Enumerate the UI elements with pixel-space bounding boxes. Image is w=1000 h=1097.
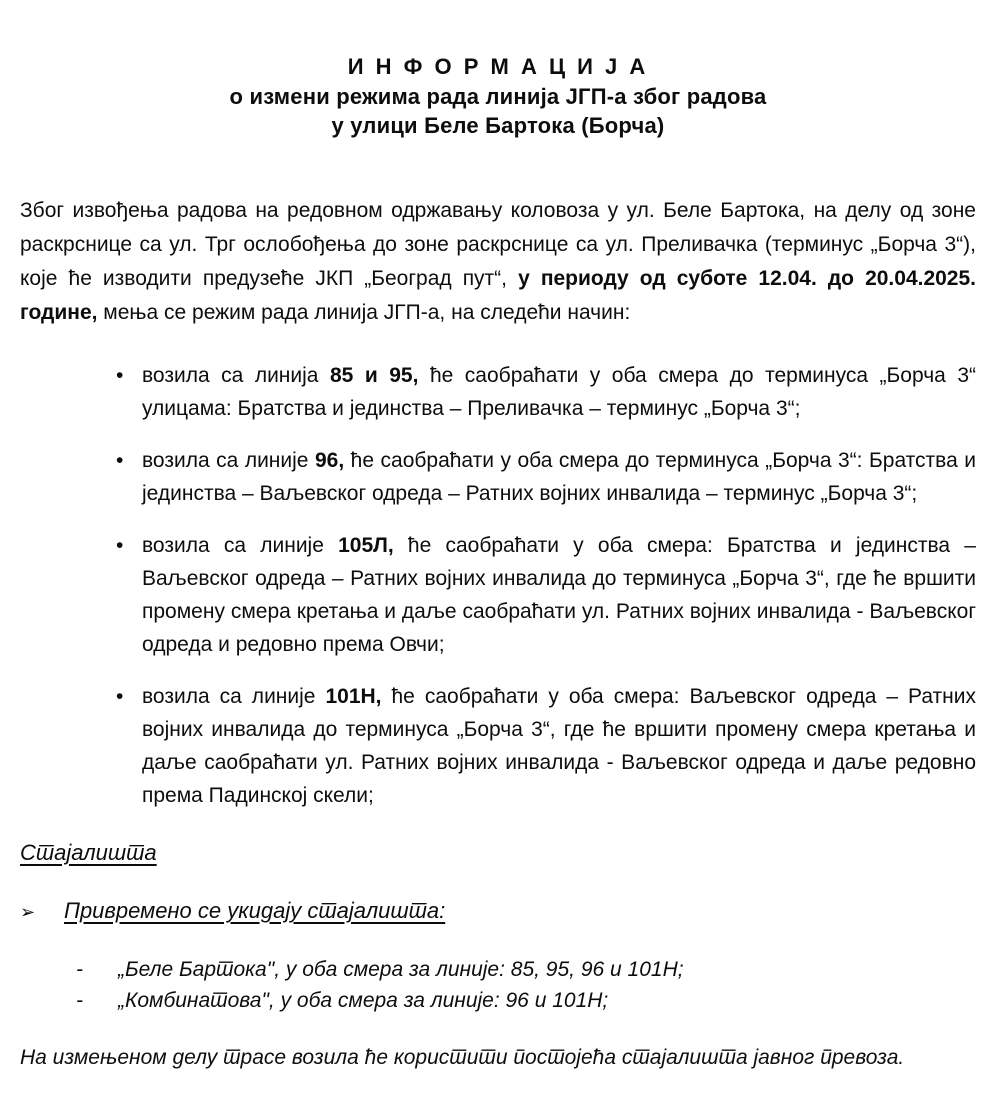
note-paragraph: На измењеном делу трасе возила ће користити постојећа стајалишта јавног превоза.	[20, 1046, 905, 1069]
route-text-post: ће саобраћати у оба смера: Ваљевског одреда – Ратних војних инвалида до терминуса „Борча 3“, где ће вршити промену смера кретања и даље саобраћати ул. Ратних војних инвалида - Ваљевског одреда и даље редовно према Падинској скели;	[142, 685, 977, 807]
route-line-numbers: 96,	[314, 449, 345, 472]
removed-stop-text: „Беле Бартока", у оба смера за линије: 85, 95, 96 и 101Н;	[118, 958, 684, 981]
bullet-icon: •	[116, 534, 124, 557]
route-text-pre: возила са линије	[142, 534, 339, 557]
title-main: И Н Ф О Р М А Ц И Ј А	[347, 54, 649, 79]
dash-icon: -	[76, 958, 83, 981]
intro-period-bold: у периоду од суботе 12.04. до 20.04.2025. године,	[20, 267, 977, 324]
stops-removed-subheading	[20, 898, 976, 924]
route-line-numbers: 85 и 95,	[329, 364, 419, 387]
title-subtitle-1: о измени режима рада линија ЈГП-а због радова	[229, 84, 767, 109]
route-item-96	[106, 444, 976, 510]
intro-text-post: мења се режим рада линија ЈГП-а, на следећи начин:	[97, 301, 631, 324]
removed-stops-list	[20, 954, 976, 1016]
intro-paragraph	[20, 194, 976, 330]
intro-text-pre: Због извођења радова на редовном одржавању коловоза у ул. Беле Бартока, на делу од зоне раскрснице са ул. Трг ослобођења до зоне раскрснице са ул. Преливачка (терминус „Борча 3“), које ће изводити предузеће ЈКП „Београд пут“,	[20, 199, 976, 290]
removed-stop-text: „Комбинатова", у оба смера за линије: 96 и 101Н;	[118, 989, 609, 1012]
bullet-icon: •	[116, 449, 124, 472]
route-text-post: ће саобраћати у оба смера до терминуса „Борча 3“: Братства и јединства – Ваљевског одреда – Ратних војних инвалида – терминус „Борча 3“;	[142, 449, 976, 505]
stops-subheading-text: Привремено се укидају стајалишта:	[64, 898, 446, 923]
bullet-icon: •	[116, 685, 124, 708]
arrow-bullet-icon: ➢	[20, 902, 36, 922]
route-text-pre: возила са линије	[142, 685, 326, 708]
route-text-pre: возила са линије	[142, 449, 315, 472]
route-line-numbers: 105Л,	[338, 534, 394, 557]
stops-section-heading	[20, 840, 976, 866]
route-changes-list	[20, 359, 976, 812]
route-text-pre: возила са линија	[142, 364, 330, 387]
dash-icon: -	[76, 989, 83, 1012]
route-item-85-95	[106, 359, 976, 425]
route-text-post: ће саобраћати у оба смера: Братства и јединства – Ваљевског одреда – Ратних војних инвалида до терминуса „Борча 3“, где ће вршити промену смера кретања и даље саобраћати ул. Ратних војних инвалида - Ваљевског одреда и редовно према Овчи;	[142, 534, 976, 656]
removed-stop-item	[76, 985, 976, 1016]
title-subtitle-2: у улици Беле Бартока (Борча)	[331, 113, 665, 138]
route-text-post: ће саобраћати у оба смера до терминуса „Борча 3“ улицама: Братства и јединства – Преливачка – терминус „Борча 3“;	[142, 364, 976, 420]
removed-stop-item	[76, 954, 976, 985]
route-line-numbers: 101Н,	[325, 685, 382, 708]
stops-heading-text: Стајалишта	[20, 840, 157, 865]
document-title-block	[20, 52, 976, 140]
route-item-101n	[106, 680, 976, 812]
bullet-icon: •	[116, 364, 124, 387]
route-item-105l	[106, 529, 976, 661]
